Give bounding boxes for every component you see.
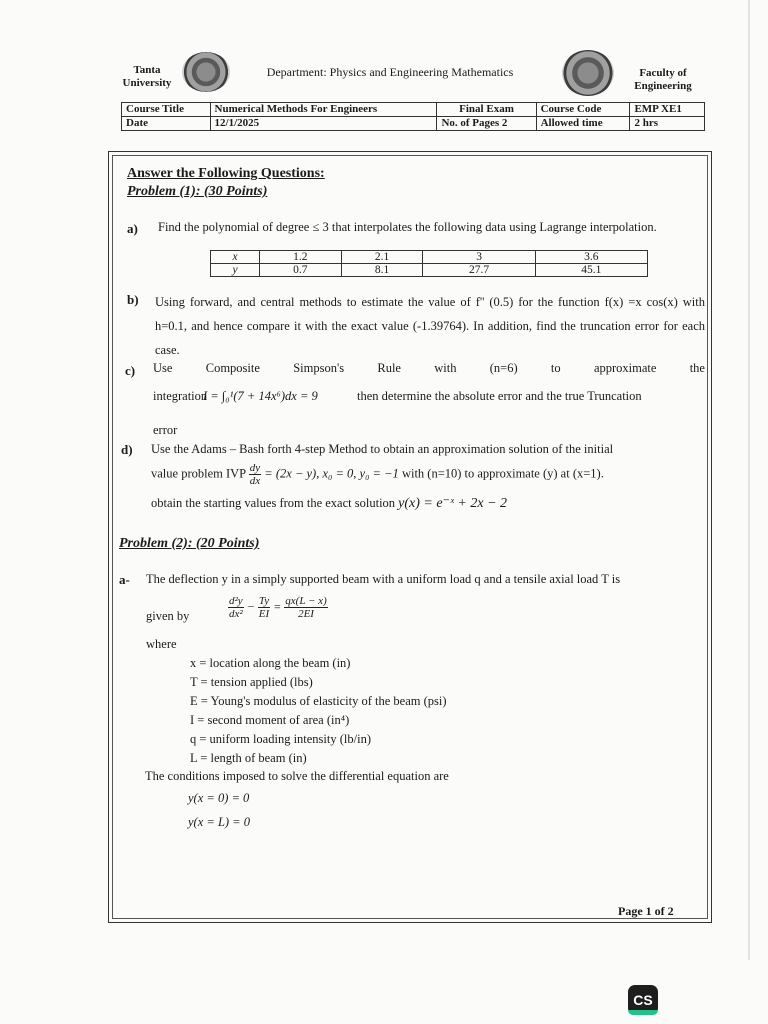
x-value: 3 — [423, 251, 535, 264]
x-value: 2.1 — [341, 251, 423, 264]
conditions-text: The conditions imposed to solve the differential equation are — [145, 769, 449, 783]
faculty-name: Faculty of Engineering — [634, 67, 692, 92]
university-name: Tanta University — [122, 64, 172, 89]
ivp-label: value problem IVP — [151, 466, 246, 481]
exam-type: Final Exam — [437, 103, 536, 117]
department-title: Department: Physics and Engineering Mathematics — [266, 65, 514, 79]
definition-item: E = Young's modulus of elasticity of the beam (psi) — [190, 694, 447, 708]
problem1-b-label: b) — [127, 292, 139, 307]
beam-equation: $\frac{\text{d²y}}{\text{dx²}}$ − $\frac{Ty}{EI}$ = $\frac{qx(L - x)}{2EI}$ — [229, 595, 327, 620]
problem1-c-label: c) — [125, 363, 136, 378]
x-value: 1.2 — [260, 251, 342, 264]
course-title: Numerical Methods For Engineers — [210, 103, 437, 117]
definition-item: q = uniform loading intensity (lb/in) — [190, 732, 371, 746]
problem1-b-text: Using forward, and central methods to estimate the value of f'' (0.5) for the function f(x) =x cos(x) with h=0.1, and hence compare it with the exact value (-1.39764). In addition, find the truncation error for each case. — [155, 295, 705, 357]
problem1-d-text: Use the Adams – Bash forth 4-step Method to obtain an approximation solution of the initial — [151, 442, 614, 456]
definition-item: I = second moment of area (in⁴) — [190, 713, 350, 727]
date-label: Date — [122, 117, 211, 131]
ivp-tail: with (n=10) to approximate (y) at (x=1). — [401, 466, 604, 481]
problem1-heading: Problem (1): (30 Points) — [127, 184, 268, 199]
given-by: given by — [146, 609, 190, 623]
integration-word: integration — [153, 389, 208, 403]
time-label: Allowed time — [536, 117, 630, 131]
definition-item: L = length of beam (in) — [190, 751, 307, 765]
ivp-equation: = (2x − y), x₀ = 0, y₀ = −1 — [264, 466, 399, 481]
problem1-a-label: a) — [127, 221, 138, 236]
y-value: 8.1 — [341, 264, 423, 277]
y-value: 27.7 — [423, 264, 535, 277]
dy-dx-fraction: $\frac{dy}{dx}$ — [249, 462, 261, 487]
y-value: 45.1 — [535, 264, 647, 277]
integral-expression: I = ∫₀¹(7 + 14x⁶)dx = 9 — [203, 389, 318, 403]
problem1-d-line2 — [151, 462, 604, 487]
course-title-label: Course Title — [122, 103, 211, 117]
problem1-a-text: Find the polynomial of degree ≤ 3 that interpolates the following data using Lagrange interpolation. — [158, 220, 657, 234]
answer-heading: Answer the Following Questions: — [127, 166, 325, 181]
camscanner-logo: CS — [628, 985, 658, 1015]
university-seal-icon — [182, 52, 230, 92]
page-edge — [748, 0, 750, 960]
problem2-a-text: The deflection y in a simply supported beam with a uniform load q and a tensile axial load T is — [146, 572, 621, 586]
x-header: x — [211, 251, 260, 264]
problem2-a-label: a- — [119, 572, 130, 587]
y-header: y — [211, 264, 260, 277]
exam-date: 12/1/2025 — [210, 117, 437, 131]
course-code: EMP XE1 — [630, 103, 705, 117]
pages-label: No. of Pages 2 — [437, 117, 536, 131]
allowed-time: 2 hrs — [630, 117, 705, 131]
where-text: where — [146, 637, 177, 651]
faculty-seal-icon — [562, 50, 614, 96]
interpolation-table — [210, 250, 648, 277]
y-value: 0.7 — [260, 264, 342, 277]
starting-values-text: obtain the starting values from the exact solution — [151, 496, 396, 510]
problem1-c-line1: Use Composite Simpson's Rule with (n=6) to approximate the — [153, 361, 705, 375]
page-number: Page 1 of 2 — [618, 904, 674, 918]
problem1-d-line3 — [151, 495, 507, 512]
definition-item: x = location along the beam (in) — [190, 656, 351, 670]
problem1-c-line3: error — [153, 423, 178, 437]
problem1-d-label: d) — [121, 442, 133, 457]
definitions-list — [190, 654, 447, 768]
course-info-table — [121, 102, 705, 131]
definition-item: T = tension applied (lbs) — [190, 675, 313, 689]
boundary-condition: y(x = L) = 0 — [188, 815, 250, 829]
boundary-condition: y(x = 0) = 0 — [188, 791, 250, 805]
exact-solution: y(x) = e⁻ˣ + 2x − 2 — [398, 496, 508, 511]
problem2-heading: Problem (2): (20 Points) — [119, 536, 260, 551]
x-value: 3.6 — [535, 251, 647, 264]
problem1-c-continuation: then determine the absolute error and the true Truncation — [357, 389, 642, 403]
course-code-label: Course Code — [536, 103, 630, 117]
